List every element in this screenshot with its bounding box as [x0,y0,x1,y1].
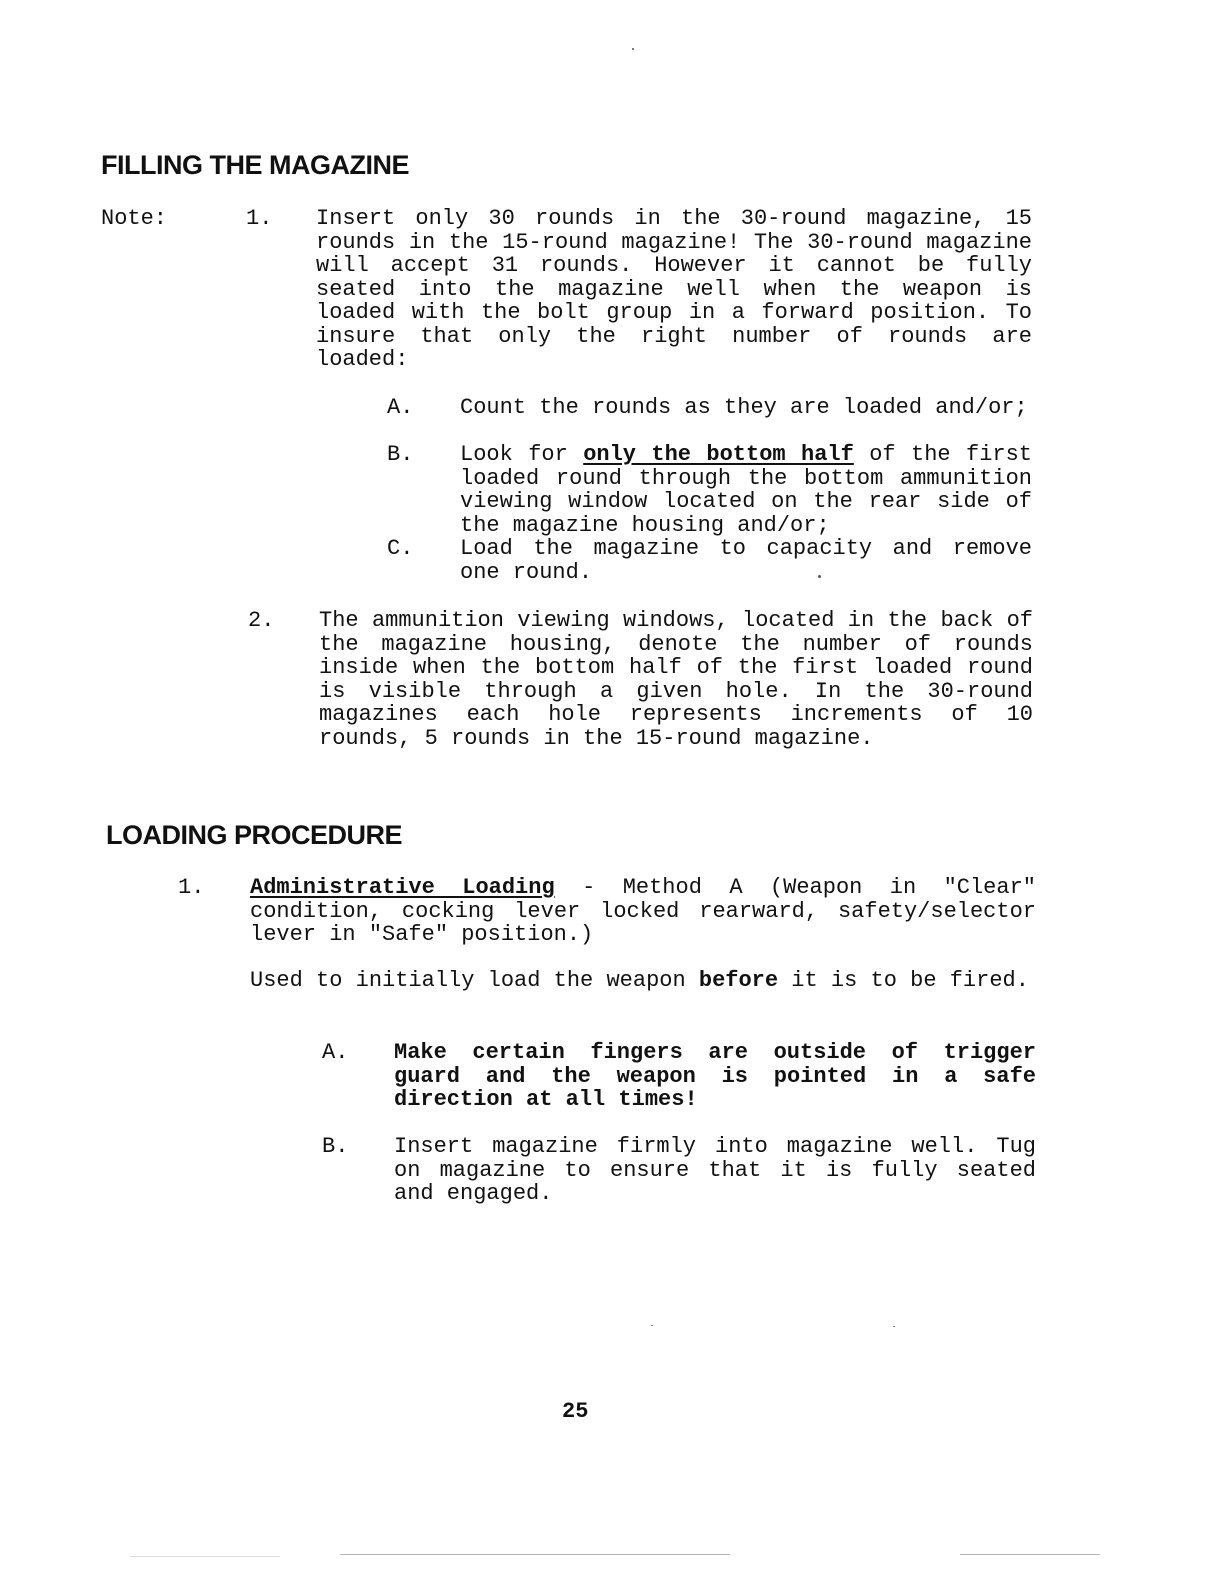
fill-subitem-c-text: Load the magazine to capacity and remove one round. [460,536,1032,585]
item-number: 1. [178,875,205,900]
page-number: 25 [562,1399,589,1424]
emphasis-bottom-half: only the bottom half [583,442,854,467]
fill-item-1-text: Insert only 30 rounds in the 30-round magazine, 15 rounds in the 15-round magazine! The 30-round magazine will accept 31 rounds. However it cannot be fully seated into the magazine well when the weapon is loaded with the bolt group in a forward position. To insure that only the right number of rounds are loaded: [316,206,1032,372]
item-number: 1. [246,206,273,231]
subitem-b-rest: of the first loaded round through the bottom ammunition viewing window located on the rear side of the magazine housing and/or; [460,442,1032,538]
scan-speck [893,1326,895,1327]
fill-subitem-b-text [460,443,1032,537]
scan-line [130,1556,280,1557]
item-number: 2. [248,608,275,633]
admin-loading-label: Administrative Loading [250,875,555,900]
subitem-letter: A. [387,395,414,420]
scan-line [340,1554,730,1555]
fill-item-2-text: The ammunition viewing windows, located in the back of the magazine housing, denote the number of rounds inside when the bottom half of the first loaded round is visible through a given hole. In the 30-round magazines each hole represents increments of 10 rounds, 5 rounds in the 15-round magazine. [319,608,1033,751]
scan-line [960,1554,1100,1555]
subitem-b-lead: Look for [460,442,584,467]
scan-speck [632,48,634,50]
used-to-load-text [250,969,1036,993]
section-heading-filling-magazine: FILLING THE MAGAZINE [101,150,409,180]
subitem-letter: B. [322,1134,349,1159]
subitem-letter: A. [322,1040,349,1065]
section-heading-loading-procedure: LOADING PROCEDURE [106,820,403,850]
subitem-letter: C. [387,536,414,561]
scan-speck [651,1325,653,1326]
loading-item-1-text [250,876,1036,947]
subitem-letter: B. [387,442,414,467]
fill-subitem-a-text: Count the rounds as they are loaded and/or; [460,395,1028,420]
loading-subitem-a-text: Make certain fingers are outside of trigger guard and the weapon is pointed in a safe direction at all times! [394,1040,1036,1112]
before-emphasis: before [698,968,779,993]
admin-loading-desc: - Method A (Weapon in "Clear" condition, cocking lever locked rearward, safety/selector lever in "Safe" position.) [250,875,1036,947]
used-rest: it is to be fired. [778,968,1029,993]
note-label: Note: [101,206,168,231]
used-lead: Used to initially load the weapon [250,968,699,993]
loading-subitem-b-text: Insert magazine firmly into magazine well. Tug on magazine to ensure that it is fully seated and engaged. [394,1134,1036,1206]
scan-speck [818,575,821,578]
